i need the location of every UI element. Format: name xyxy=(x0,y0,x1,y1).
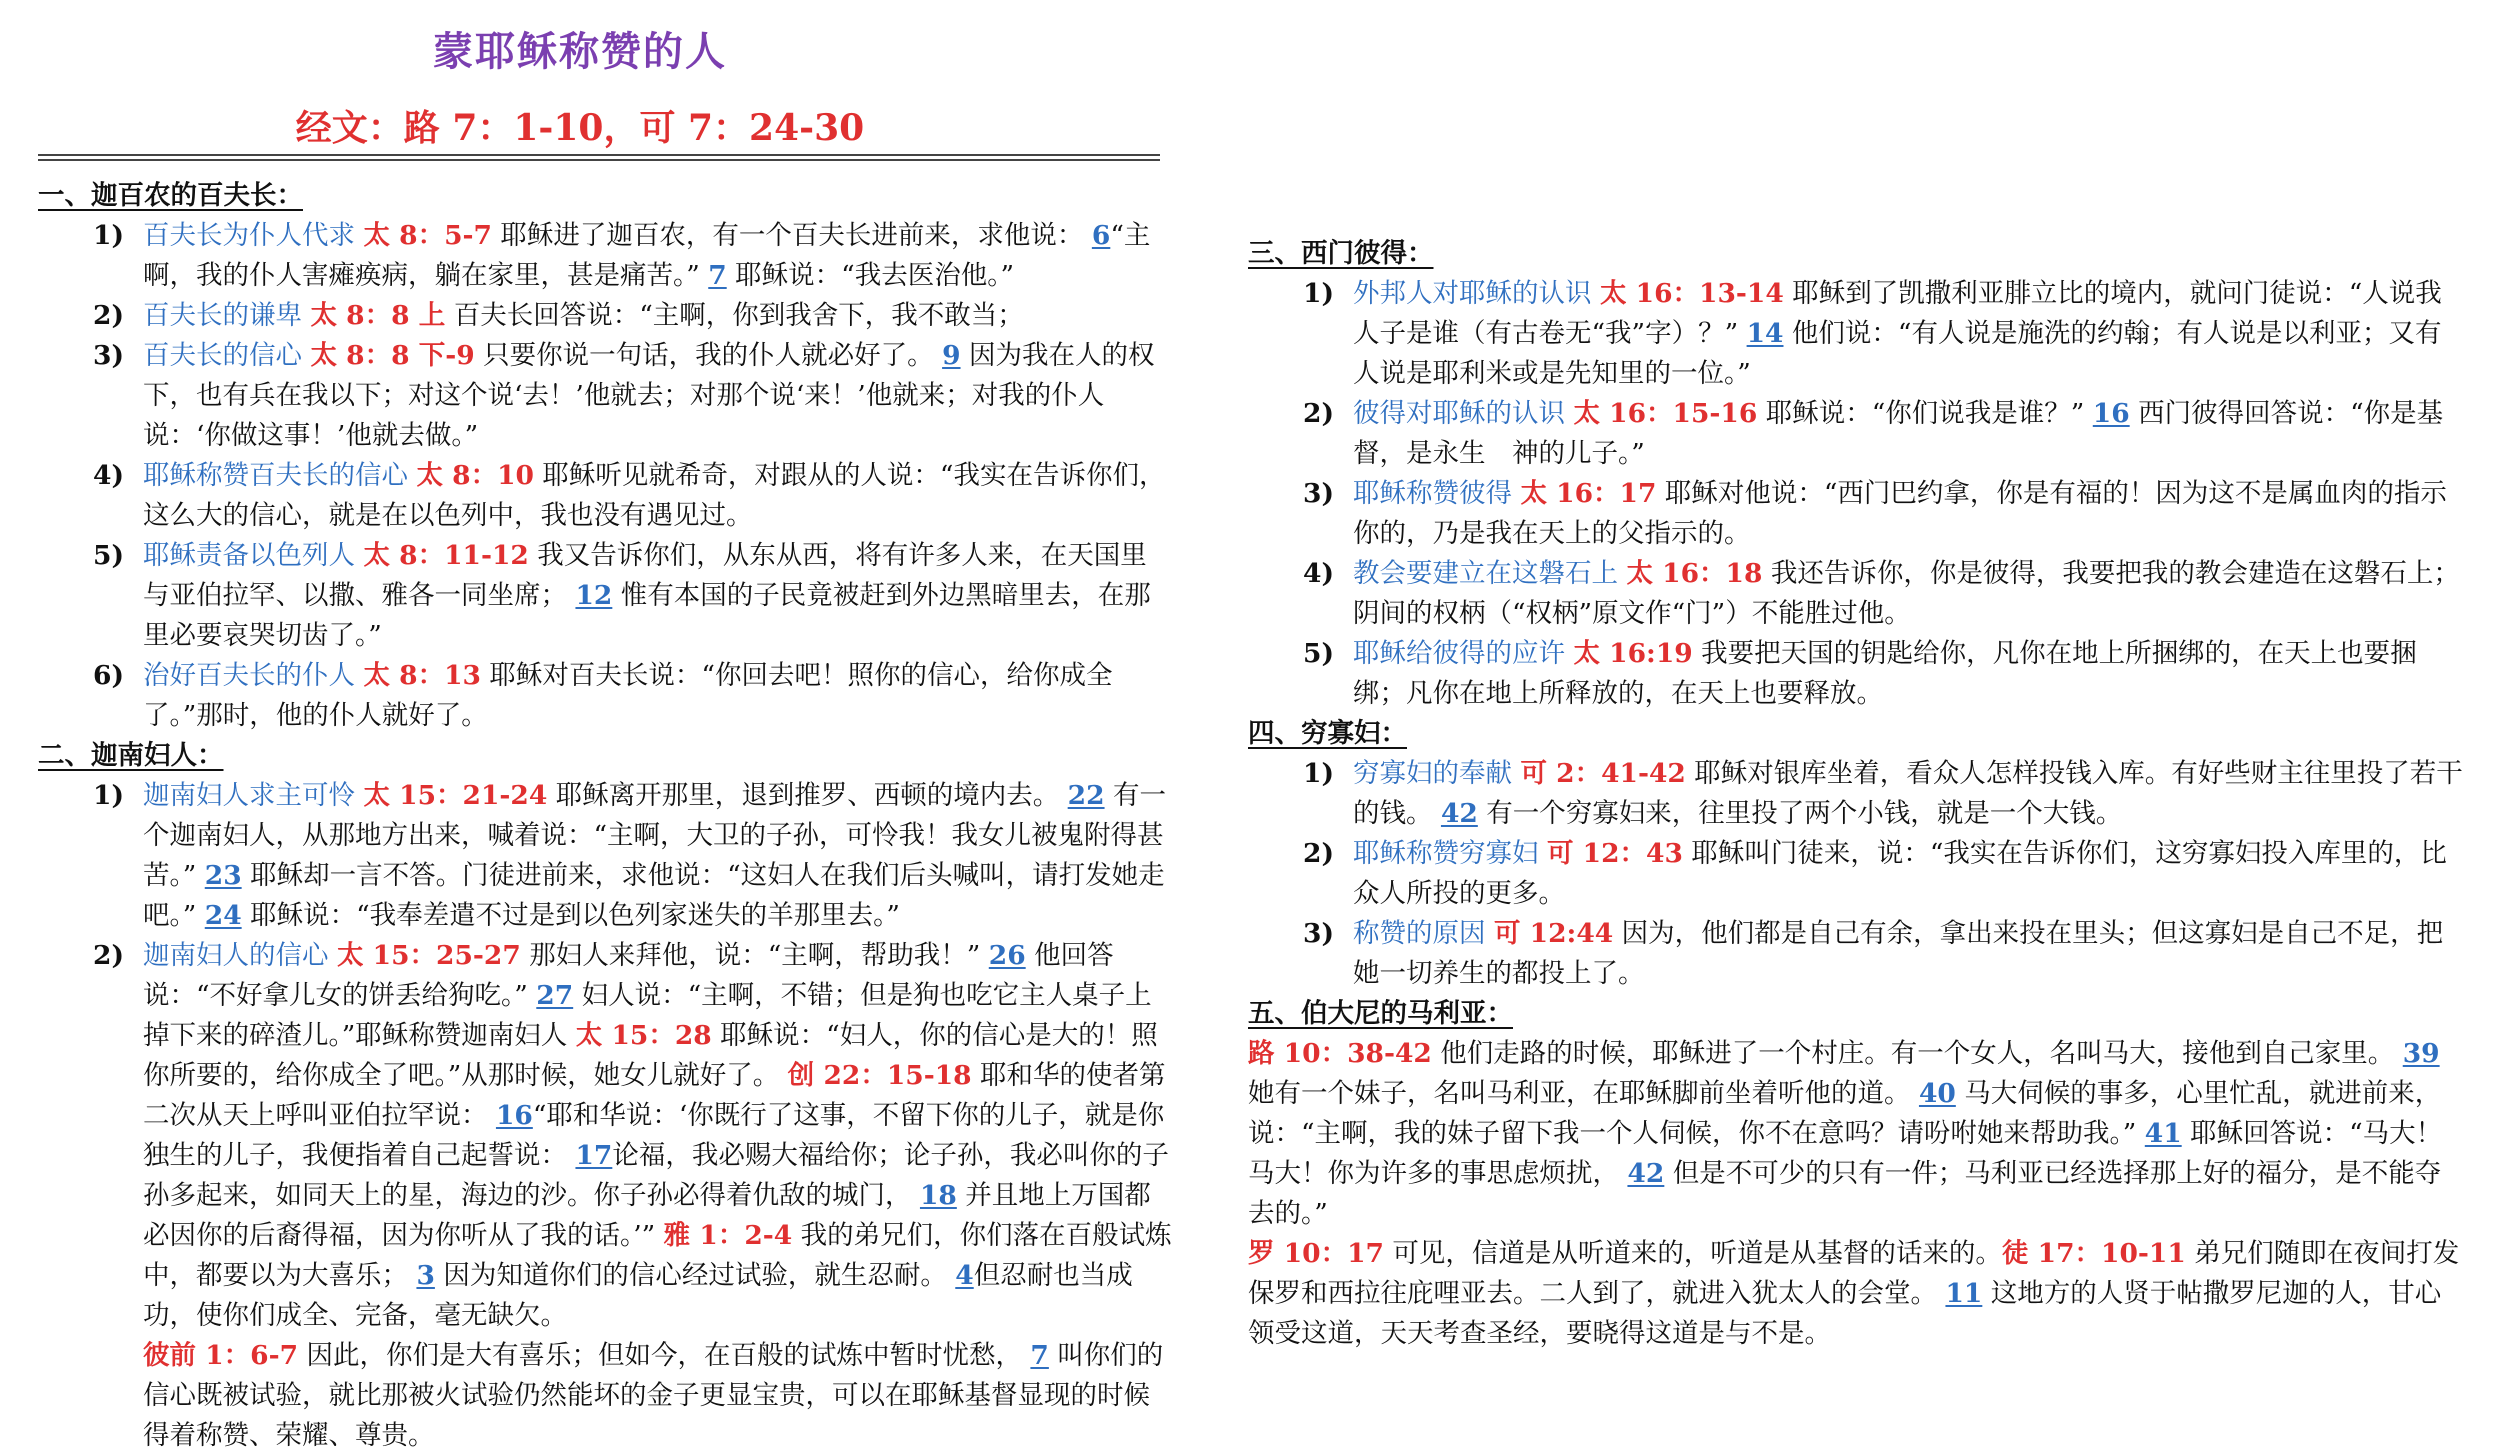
item-body xyxy=(143,656,1173,736)
verse-text: 耶和华的使者第二次从天上呼叫亚伯拉罕说： xyxy=(143,1060,1166,1131)
scripture-ref: 雅 1：2-4 xyxy=(663,1220,793,1251)
verse-number: 39 xyxy=(2402,1038,2440,1069)
item-body xyxy=(1353,634,2466,714)
verse-text: 只要你说一句话，我的仆人就必好了。 xyxy=(483,340,934,371)
scripture-ref: 可 2：41-42 xyxy=(1520,758,1686,789)
list-item xyxy=(38,936,1173,1456)
list-item xyxy=(1248,634,2466,714)
scripture-ref: 创 22：15-18 xyxy=(787,1060,972,1091)
item-heading: 称赞的原因 xyxy=(1353,918,1486,949)
verse-text: 论福，我必赐大福给你；论子孙，我必叫你的子孙多起来，如同天上的星，海边的沙。你子孙必得着仇敌的城门， xyxy=(143,1140,1169,1211)
item-heading: 迦南妇人的信心 xyxy=(143,940,329,971)
scripture-ref: 太 8：8 上 xyxy=(310,300,446,331)
item-heading: 外邦人对耶稣的认识 xyxy=(1353,278,1592,309)
list-item xyxy=(1248,914,2466,994)
scripture-ref: 徒 17：10-11 xyxy=(2001,1238,2186,1269)
item-number: 2) xyxy=(1303,398,1334,429)
verse-text: 耶稣对他说：“西门巴约拿，你是有福的！因为这不是属血肉的指示你的，乃是我在天上的父指示的。 xyxy=(1353,478,2447,549)
item-number: 6) xyxy=(93,660,124,691)
verse-text: 我还告诉你，你是彼得，我要把我的教会建造在这磐石上；阴间的权柄（“权柄”原文作“门”）不能胜过他。 xyxy=(1353,558,2460,629)
section-heading-poor-widow: 四、穷寡妇： xyxy=(1248,718,1407,749)
item-body xyxy=(1353,474,2466,554)
scripture-ref: 太 15：28 xyxy=(575,1020,712,1051)
verse-text: 马大伺候的事多，心里忙乱，就进前来，说：“主啊，我的妹子留下我一个人伺候，你不在意吗？请吩咐她来帮助我。” xyxy=(1248,1078,2442,1149)
verse-number: 11 xyxy=(1945,1278,1983,1309)
verse-text: 惟有本国的子民竟被赶到外边黑暗里去，在那里必要哀哭切齿了。” xyxy=(143,580,1151,651)
verse-text: “耶和华说：‘你既行了这事，不留下你的儿子，就是你独生的儿子，我便指着自己起誓说： xyxy=(143,1100,1165,1171)
scripture-ref: 太 15：21-24 xyxy=(363,780,548,811)
title-divider xyxy=(38,154,1160,161)
item-heading: 耶稣称赞百夫长的信心 xyxy=(143,460,408,491)
item-heading: 耶稣责备以色列人 xyxy=(143,540,355,571)
verse-text: 弟兄们随即在夜间打发保罗和西拉往庇哩亚去。二人到了，就进入犹太人的会堂。 xyxy=(1248,1238,2460,1309)
item-heading: 耶稣称赞彼得 xyxy=(1353,478,1512,509)
item-number: 4) xyxy=(1303,558,1334,589)
list-item xyxy=(38,456,1173,536)
scripture-ref: 路 10：38-42 xyxy=(1248,1038,1432,1069)
scripture-ref: 太 15：25-27 xyxy=(336,940,521,971)
verse-text: 我要把天国的钥匙给你，凡你在地上所捆绑的，在天上也要捆绑；凡你在地上所释放的，在天上也要释放。 xyxy=(1353,638,2417,709)
verse-number: 14 xyxy=(1746,318,1784,349)
verse-text: 他们说：“有人说是施洗的约翰；有人说是以利亚；又有人说是耶利米或是先知里的一位。” xyxy=(1353,318,2442,389)
scripture-ref: 太 8：11-12 xyxy=(363,540,529,571)
scripture-ref: 太 16：13-14 xyxy=(1599,278,1784,309)
verse-text: 他们走路的时候，耶稣进了一个村庄。有一个女人，名叫马大，接他到自己家里。 xyxy=(1440,1038,2395,1069)
list-item xyxy=(38,336,1173,456)
verse-number: 4 xyxy=(955,1260,974,1291)
left-column xyxy=(38,176,1173,1456)
verse-text: 我的弟兄们，你们落在百般试炼中，都要以为大喜乐； xyxy=(143,1220,1172,1291)
section-heading-simon-peter: 三、西门彼得： xyxy=(1248,238,1434,269)
verse-number: 3 xyxy=(416,1260,435,1291)
verse-number: 7 xyxy=(1030,1340,1049,1371)
verse-number: 17 xyxy=(575,1140,613,1171)
list-item xyxy=(1248,394,2466,474)
item-heading: 百夫长的谦卑 xyxy=(143,300,302,331)
item-number: 1) xyxy=(93,780,124,811)
item-body xyxy=(1353,394,2466,474)
list-item xyxy=(1248,554,2466,634)
item-heading: 耶稣称赞穷寡妇 xyxy=(1353,838,1539,869)
verse-text: 这地方的人贤于帖撒罗尼迦的人，甘心领受这道，天天考查圣经，要晓得这道是与不是。 xyxy=(1248,1278,2442,1349)
verse-text: 百夫长回答说：“主啊，你到我舍下，我不敢当； xyxy=(453,300,1024,331)
scripture-ref: 可 12：43 xyxy=(1546,838,1683,869)
verse-text: 耶稣离开那里，退到推罗、西顿的境内去。 xyxy=(555,780,1060,811)
scripture-ref: 可 12:44 xyxy=(1493,918,1614,949)
scripture-ref: 太 16：17 xyxy=(1520,478,1657,509)
scripture-ref: 罗 10：17 xyxy=(1248,1238,1384,1269)
item-number: 1) xyxy=(93,220,124,251)
verse-text: 耶稣说：“我去医治他。” xyxy=(735,260,1014,291)
verse-text: 耶稣到了凯撒利亚腓立比的境内，就问门徒说：“人说我人子是谁（有古卷无“我”字）？” xyxy=(1353,278,2442,349)
verse-text: 耶稣回答说：“马大！马大！你为许多的事思虑烦扰， xyxy=(1248,1118,2443,1189)
scripture-ref: 太 16：15-16 xyxy=(1573,398,1758,429)
list-item xyxy=(38,656,1173,736)
item-body xyxy=(143,296,1173,336)
verse-number: 9 xyxy=(942,340,961,371)
item-body xyxy=(1353,834,2466,914)
verse-text: 但是不可少的只有一件；马利亚已经选择那上好的福分，是不能夺去的。” xyxy=(1248,1158,2442,1229)
item-number: 3) xyxy=(1303,918,1334,949)
verse-text: 耶稣听见就希奇，对跟从的人说：“我实在告诉你们，这么大的信心，就是在以色列中，我也没有遇见过。 xyxy=(143,460,1166,531)
page-title: 蒙耶稣称赞的人 xyxy=(433,28,727,75)
item-heading: 百夫长的信心 xyxy=(143,340,302,371)
verse-number: 6 xyxy=(1091,220,1111,251)
verse-text: 因此，你们是大有喜乐；但如今，在百般的试炼中暂时忧愁， xyxy=(306,1340,1022,1371)
verse-number: 24 xyxy=(204,900,242,931)
item-body xyxy=(1353,274,2466,394)
verse-text: 耶稣对银库坐着，看众人怎样投钱入库。有好些财主往里投了若干的钱。 xyxy=(1353,758,2463,829)
scripture-ref: 太 8：8 下-9 xyxy=(310,340,475,371)
item-heading: 治好百夫长的仆人 xyxy=(143,660,355,691)
verse-number: 18 xyxy=(919,1180,957,1211)
list-item xyxy=(38,296,1173,336)
verse-text: 但忍耐也当成功，使你们成全、完备，毫无缺欠。 xyxy=(143,1260,1133,1331)
scripture-ref: 太 8：10 xyxy=(416,460,534,491)
list-item xyxy=(1248,274,2466,394)
verse-number: 40 xyxy=(1918,1078,1956,1109)
verse-text: 叫你们的信心既被试验，就比那被火试验仍然能坏的金子更显宝贵，可以在耶稣基督显现的时候得着称赞、荣耀、尊贵。 xyxy=(143,1340,1164,1451)
verse-text: “主啊，我的仆人害瘫痪病，躺在家里，甚是痛苦。” xyxy=(143,220,1151,291)
item-number: 5) xyxy=(1303,638,1334,669)
verse-text: 耶稣说：“你们说我是谁？” xyxy=(1765,398,2085,429)
verse-number: 16 xyxy=(495,1100,533,1131)
section-heading-centurion: 一、迦百农的百夫长： xyxy=(38,180,303,211)
item-heading: 彼得对耶稣的认识 xyxy=(1353,398,1565,429)
verse-number: 23 xyxy=(204,860,242,891)
verse-text: 我又告诉你们，从东从西，将有许多人来，在天国里与亚伯拉罕、以撒、雅各一同坐席； xyxy=(143,540,1147,611)
scripture-ref: 彼前 1：6-7 xyxy=(143,1340,299,1371)
section-heading-canaanite-woman: 二、迦南妇人： xyxy=(38,740,224,771)
verse-text: 他回答说：“不好拿儿女的饼丢给狗吃。” xyxy=(143,940,1114,1011)
item-heading: 穷寡妇的奉献 xyxy=(1353,758,1512,789)
verse-text: 西门彼得回答说：“你是基督，是永生 神的儿子。” xyxy=(1353,398,2444,469)
item-number: 5) xyxy=(93,540,124,571)
scripture-reference: 经文：路 7：1-10，可 7：24-30 xyxy=(295,107,865,149)
item-number: 3) xyxy=(93,340,124,371)
item-number: 1) xyxy=(1303,278,1334,309)
section-heading-mary-of-bethany: 五、伯大尼的马利亚： xyxy=(1248,998,1513,1029)
item-body xyxy=(143,776,1173,936)
item-number: 2) xyxy=(93,940,124,971)
verse-text: 因为我在人的权下，也有兵在我以下；对这个说‘去！’他就去；对那个说‘来！’他就来；对我的仆人说：‘你做这事！’他就去做。” xyxy=(143,340,1155,451)
verse-text: 可见，信道是从听道来的，听道是从基督的话来的。 xyxy=(1392,1238,2002,1269)
verse-text: 因为知道你们的信心经过试验，就生忍耐。 xyxy=(443,1260,947,1291)
item-body xyxy=(1353,554,2466,634)
scripture-ref: 太 16:19 xyxy=(1573,638,1693,669)
verse-text: 有一个迦南妇人，从那地方出来，喊着说：“主啊，大卫的子孙，可怜我！我女儿被鬼附得甚苦。” xyxy=(143,780,1166,891)
verse-text: 因为，他们都是自己有余，拿出来投在里头；但这寡妇是自己不足，把她一切养生的都投上了。 xyxy=(1353,918,2444,989)
verse-number: 26 xyxy=(988,940,1026,971)
item-number: 3) xyxy=(1303,478,1334,509)
list-item xyxy=(38,776,1173,936)
verse-number: 22 xyxy=(1067,780,1105,811)
verse-number: 27 xyxy=(536,980,574,1011)
item-body xyxy=(1353,754,2466,834)
item-heading: 百夫长为仆人代求 xyxy=(143,220,355,251)
verse-number: 16 xyxy=(2092,398,2130,429)
verse-number: 41 xyxy=(2144,1118,2182,1149)
verse-text: 耶稣却一言不答。门徒进前来，求他说：“这妇人在我们后头喊叫，请打发她走吧。” xyxy=(143,860,1165,931)
scripture-ref: 太 8：5-7 xyxy=(363,220,492,251)
verse-text: 妇人说：“主啊，不错；但是狗也吃它主人桌子上掉下来的碎渣儿。”耶稣称赞迦南妇人 xyxy=(143,980,1152,1051)
item-heading: 教会要建立在这磐石上 xyxy=(1353,558,1618,589)
item-number: 2) xyxy=(93,300,124,331)
scripture-ref: 太 8：13 xyxy=(363,660,481,691)
item-body xyxy=(143,216,1173,296)
item-body xyxy=(143,936,1173,1456)
item-heading: 迦南妇人求主可怜 xyxy=(143,780,355,811)
item-body xyxy=(1353,914,2466,994)
item-body xyxy=(143,456,1173,536)
verse-number: 42 xyxy=(1627,1158,1665,1189)
verse-text: 并且地上万国都必因你的后裔得福，因为你听从了我的话。’” xyxy=(143,1180,1151,1251)
verse-text: 耶稣进了迦百农，有一个百夫长进前来，求他说： xyxy=(500,220,1084,251)
verse-text: 有一个穷寡妇来，往里投了两个小钱，就是一个大钱。 xyxy=(1486,798,2123,829)
right-column xyxy=(1248,234,2466,1354)
verse-text: 她有一个妹子，名叫马利亚，在耶稣脚前坐着听他的道。 xyxy=(1248,1078,1911,1109)
verse-text: 那妇人来拜他，说：“主啊，帮助我！” xyxy=(529,940,981,971)
list-item xyxy=(1248,834,2466,914)
list-item xyxy=(38,536,1173,656)
section-paragraph xyxy=(1248,1034,2466,1354)
verse-number: 42 xyxy=(1440,798,1478,829)
verse-text: 耶稣对百夫长说：“你回去吧！照你的信心，给你成全了。”那时，他的仆人就好了。 xyxy=(143,660,1113,731)
list-item xyxy=(38,216,1173,296)
verse-text: 耶稣说：“妇人，你的信心是大的！照你所要的，给你成全了吧。”从那时候，她女儿就好了。 xyxy=(143,1020,1158,1091)
scripture-ref: 太 16：18 xyxy=(1626,558,1763,589)
item-body xyxy=(143,536,1173,656)
item-number: 2) xyxy=(1303,838,1334,869)
verse-number: 7 xyxy=(708,260,727,291)
verse-text: 耶稣叫门徒来，说：“我实在告诉你们，这穷寡妇投入库里的，比众人所投的更多。 xyxy=(1353,838,2447,909)
verse-text: 耶稣说：“我奉差遣不过是到以色列家迷失的羊那里去。” xyxy=(250,900,900,931)
list-item xyxy=(1248,474,2466,554)
item-heading: 耶稣给彼得的应许 xyxy=(1353,638,1565,669)
item-number: 4) xyxy=(93,460,124,491)
verse-number: 12 xyxy=(575,580,613,611)
item-number: 1) xyxy=(1303,758,1334,789)
item-body xyxy=(143,336,1173,456)
list-item xyxy=(1248,754,2466,834)
